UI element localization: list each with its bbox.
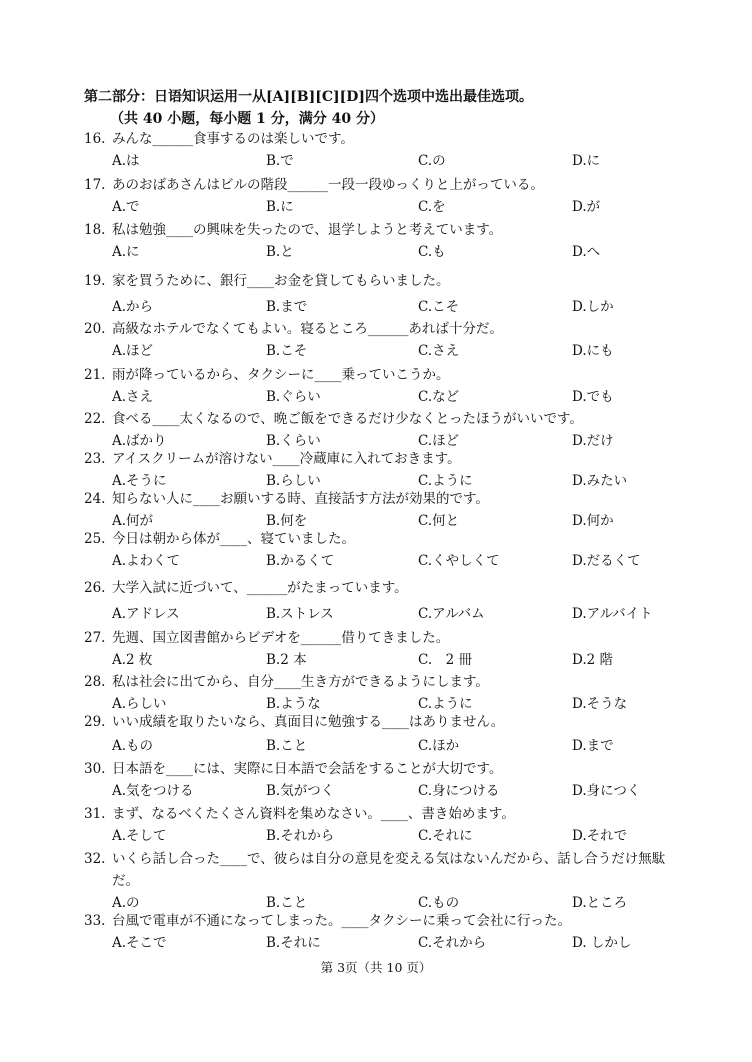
option-b[interactable]: B.くらい xyxy=(266,433,321,449)
question-text: いくら話し合った____で、彼らは自分の意見を変える気はないんだから、話し合うだけ無駄だ。 xyxy=(112,851,666,889)
option-b[interactable]: B.と xyxy=(266,244,294,260)
question-text: 雨が降っているから、タクシーに____乗っていこうか。 xyxy=(112,367,450,383)
question-number: 33. xyxy=(84,913,106,929)
section-title: 第二部分：日语知识运用一从[A][B][C][D]四个选项中选出最佳选项。 xyxy=(84,89,533,105)
question-number: 29. xyxy=(84,714,106,730)
option-a[interactable]: A.ばかり xyxy=(112,433,167,449)
option-c[interactable]: C.を xyxy=(418,199,446,215)
question-number: 18. xyxy=(84,222,106,238)
options xyxy=(84,386,684,408)
option-d[interactable]: D.が xyxy=(572,199,601,215)
question-27 xyxy=(84,627,684,671)
options xyxy=(84,825,684,847)
option-d[interactable]: D.そうな xyxy=(572,696,628,712)
option-d[interactable]: D.2 階 xyxy=(572,652,614,668)
question-18 xyxy=(84,219,684,263)
question-26 xyxy=(84,577,684,625)
question-number: 31. xyxy=(84,806,106,822)
option-d[interactable]: D.だけ xyxy=(572,433,614,449)
question-number: 22. xyxy=(84,411,106,427)
question-text: 私は勉強____の興味を失ったので、退学しようと考えています。 xyxy=(112,222,503,238)
option-c[interactable]: C.くやしくて xyxy=(418,553,500,569)
option-c[interactable]: C.の xyxy=(418,153,446,169)
question-text: みんな______食事するのは楽しいです。 xyxy=(112,131,354,147)
question-text: 日本語を____には、実際に日本語で会話をすることが大切です。 xyxy=(112,761,503,777)
question-number: 19. xyxy=(84,273,106,289)
option-b[interactable]: B.かるくて xyxy=(266,553,335,569)
option-d[interactable]: D.ところ xyxy=(572,895,628,911)
question-17 xyxy=(84,174,684,218)
option-c[interactable]: C.など xyxy=(418,389,460,405)
question-number: 25. xyxy=(84,531,106,547)
question-33 xyxy=(84,910,684,954)
option-c[interactable]: C.それに xyxy=(418,828,473,844)
option-c[interactable]: C.も xyxy=(418,244,446,260)
question-19 xyxy=(84,270,684,318)
option-b[interactable]: B.2 本 xyxy=(266,652,307,668)
options xyxy=(84,649,684,671)
option-c[interactable]: C. 2 冊 xyxy=(418,652,473,668)
option-a[interactable]: A.アドレス xyxy=(112,606,180,622)
options xyxy=(84,196,684,218)
question-20 xyxy=(84,318,684,362)
question-number: 16. xyxy=(84,131,106,147)
option-b[interactable]: B.ぐらい xyxy=(266,389,321,405)
option-a[interactable]: A.から xyxy=(112,299,154,315)
option-a[interactable]: A.さえ xyxy=(112,389,154,405)
question-text: 今日は朝から体が____、寝ていました。 xyxy=(112,531,355,547)
options xyxy=(84,150,684,172)
question-28 xyxy=(84,671,684,715)
option-b[interactable]: B.気がつく xyxy=(266,783,335,799)
option-b[interactable]: B.何を xyxy=(266,513,308,529)
option-c[interactable]: C.もの xyxy=(418,895,460,911)
option-d[interactable]: D.でも xyxy=(572,389,614,405)
option-d[interactable]: D.身につく xyxy=(572,783,641,799)
question-text: 私は社会に出てから、自分____生き方ができるようにします。 xyxy=(112,674,489,690)
question-text: 食べる____太くなるので、晩ご飯をできるだけ少なくとったほうがいいです。 xyxy=(112,411,583,427)
question-number: 28. xyxy=(84,674,106,690)
options xyxy=(84,603,684,625)
question-30 xyxy=(84,758,684,802)
question-text: 台風で電車が不通になってしまった。____タクシーに乗って会社に行った。 xyxy=(112,913,571,929)
question-22 xyxy=(84,408,684,452)
question-number: 20. xyxy=(84,321,106,337)
question-31 xyxy=(84,803,684,847)
option-a[interactable]: A.よわくて xyxy=(112,553,181,569)
question-number: 17. xyxy=(84,177,106,193)
option-a[interactable]: A.ほど xyxy=(112,343,154,359)
question-text: 知らない人に____お願いする時、直接話す方法が効果的です。 xyxy=(112,491,489,507)
option-a[interactable]: A.何が xyxy=(112,513,154,529)
question-number: 23. xyxy=(84,451,106,467)
option-d[interactable]: D.それで xyxy=(572,828,628,844)
option-c[interactable]: C.ように xyxy=(418,473,473,489)
option-a[interactable]: A.2 枚 xyxy=(112,652,153,668)
question-29 xyxy=(84,711,684,757)
option-a[interactable]: A.に xyxy=(112,244,140,260)
option-d[interactable]: D.みたい xyxy=(572,473,628,489)
option-d[interactable]: D.に xyxy=(572,153,601,169)
section-subtitle: （共 40 小题，每小题 1 分，满分 40 分） xyxy=(110,111,384,127)
option-a[interactable]: A.気をつける xyxy=(112,783,194,799)
option-b[interactable]: B.こと xyxy=(266,895,308,911)
question-text: 家を買うために、銀行____お金を貸してもらいました。 xyxy=(112,273,450,289)
options xyxy=(84,241,684,263)
option-a[interactable]: A.そうに xyxy=(112,473,167,489)
question-16 xyxy=(84,128,684,172)
question-21 xyxy=(84,364,684,408)
option-a[interactable]: A.は xyxy=(112,153,140,169)
options xyxy=(84,932,684,954)
option-c[interactable]: C.何と xyxy=(418,513,460,529)
option-c[interactable]: C.ほか xyxy=(418,738,460,754)
options xyxy=(84,735,684,757)
options xyxy=(84,340,684,362)
option-a[interactable]: A.もの xyxy=(112,738,154,754)
question-number: 26. xyxy=(84,580,106,596)
options xyxy=(84,296,684,318)
question-number: 32. xyxy=(84,851,106,867)
option-d[interactable]: D.アルバイト xyxy=(572,606,653,622)
question-23 xyxy=(84,448,684,492)
question-text: 先週、国立図書館からビデオを______借りてきました。 xyxy=(112,630,450,646)
question-text: まず、なるべくたくさん資料を集めなさい。____、書き始めます。 xyxy=(112,806,515,822)
option-c[interactable]: C.ほど xyxy=(418,433,460,449)
option-a[interactable]: A.そこで xyxy=(112,935,167,951)
question-text: いい成績を取りたいなら、真面目に勉強する____はありません。 xyxy=(112,714,505,730)
question-32 xyxy=(84,848,684,914)
option-c[interactable]: C.ように xyxy=(418,696,473,712)
option-a[interactable]: A.らしい xyxy=(112,696,167,712)
question-number: 24. xyxy=(84,491,106,507)
option-b[interactable]: B.それに xyxy=(266,935,321,951)
option-c[interactable]: C.さえ xyxy=(418,343,460,359)
question-text: アイスクリームが溶けない____冷蔵庫に入れておきます。 xyxy=(112,451,461,467)
option-b[interactable]: B.らしい xyxy=(266,473,321,489)
question-number: 30. xyxy=(84,761,106,777)
option-d[interactable]: D.何か xyxy=(572,513,614,529)
option-b[interactable]: B.まで xyxy=(266,299,308,315)
option-c[interactable]: C.それから xyxy=(418,935,487,951)
page-footer: 第 3页（共 10 页） xyxy=(320,960,432,975)
question-text: 高級なホテルでなくてもよい。寝るところ______あれば十分だ。 xyxy=(112,321,503,337)
option-b[interactable]: B.に xyxy=(266,199,294,215)
option-d[interactable]: D. しかし xyxy=(572,935,632,951)
question-text: 大学入試に近づいて、______がたまっています。 xyxy=(112,580,408,596)
option-b[interactable]: B.こそ xyxy=(266,343,308,359)
option-d[interactable]: D.へ xyxy=(572,244,601,260)
option-d[interactable]: D.しか xyxy=(572,299,614,315)
question-24 xyxy=(84,488,684,532)
question-number: 27. xyxy=(84,630,106,646)
options xyxy=(84,780,684,802)
option-d[interactable]: D.だるくて xyxy=(572,553,641,569)
option-a[interactable]: A.そして xyxy=(112,828,167,844)
option-c[interactable]: C.身につける xyxy=(418,783,500,799)
option-b[interactable]: B.ような xyxy=(266,696,321,712)
question-number: 21. xyxy=(84,367,106,383)
option-b[interactable]: B.ストレス xyxy=(266,606,334,622)
options xyxy=(84,550,684,572)
option-c[interactable]: C.こそ xyxy=(418,299,460,315)
option-b[interactable]: B.こと xyxy=(266,738,308,754)
option-b[interactable]: B.で xyxy=(266,153,294,169)
option-a[interactable]: A.の xyxy=(112,895,140,911)
question-text: あのおばあさんはビルの階段______一段一段ゆっくりと上がっている。 xyxy=(112,177,544,193)
option-d[interactable]: D.まで xyxy=(572,738,614,754)
question-25 xyxy=(84,528,684,572)
option-d[interactable]: D.にも xyxy=(572,343,614,359)
option-b[interactable]: B.それから xyxy=(266,828,335,844)
option-c[interactable]: C.アルバム xyxy=(418,606,485,622)
option-a[interactable]: A.で xyxy=(112,199,140,215)
